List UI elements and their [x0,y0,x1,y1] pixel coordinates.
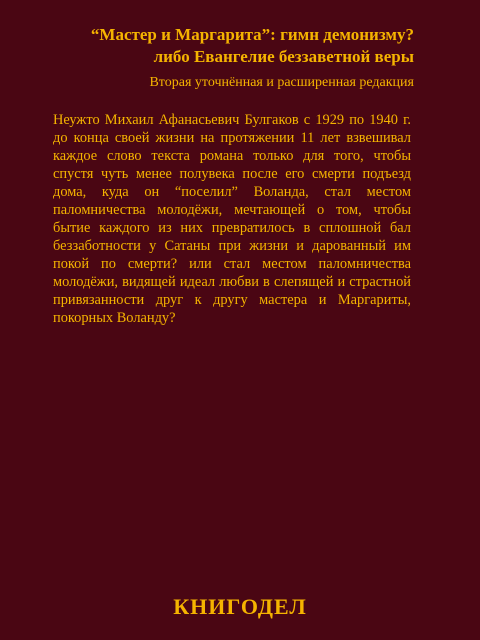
title-line-2: либо Евангелие беззаветной веры [153,47,414,66]
edition-subtitle: Вторая уточнённая и расширенная редакция [149,75,414,90]
book-title [91,24,414,68]
title-line-1: “Мастер и Маргарита”: гимн демонизму? [90,25,414,44]
annotation-text: Неужто Михаил Афанасьевич Булгаков с 1929 по 1940 г. до конца своей жизни на протяжении 11 лет взвешивал каждое слово текста романа только для того, чтобы спустя чуть менее полувека после его смерти подъезд дома, куда он “поселил” Воланда, стал местом паломничества молодёжи, мечтающей о том, чтобы бытие каждого из них превратилось в сплошной бал беззаботности у Сатаны при жизни и дарованный им покой по смерти? или стал местом паломничества молодёжи, видящей идеал любви в слепящей и страстной привязанности друг к другу мастера и Маргариты, покорных Воланду? [53,112,411,326]
publisher-logo: КНИГОДЕЛ [173,594,307,619]
